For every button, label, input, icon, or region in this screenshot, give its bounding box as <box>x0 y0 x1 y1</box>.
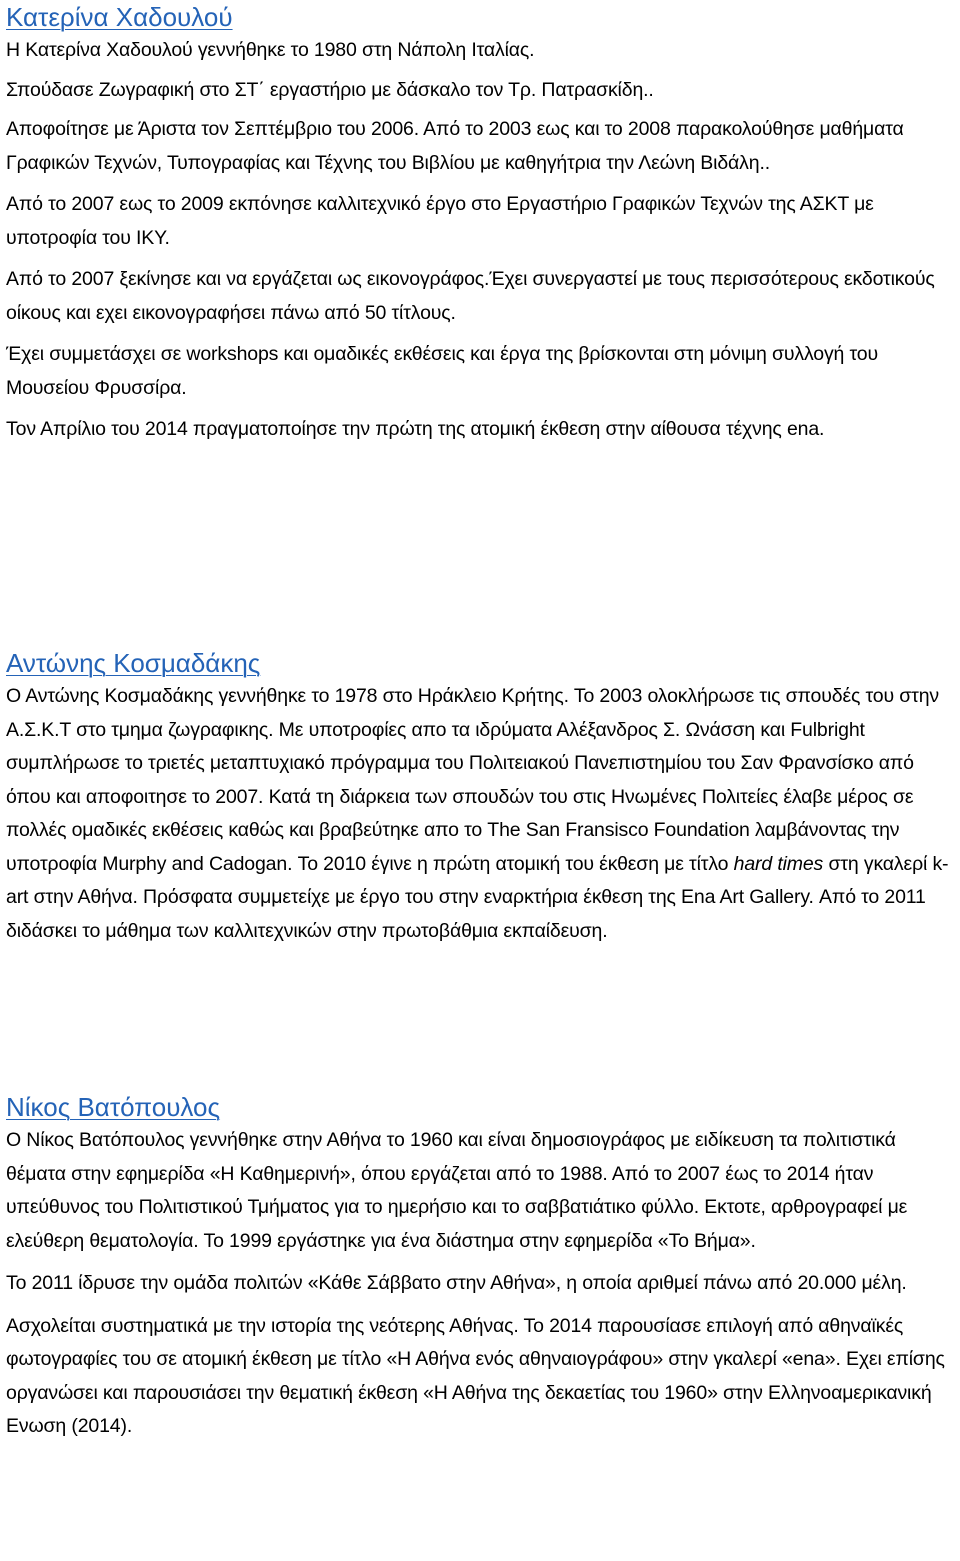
bio-text-part: Ο Αντώνης Κοσμαδάκης γεννήθηκε το 1978 στο Ηράκλειο Κρήτης. Το 2003 ολοκλήρωσε τις σπουδές του στην Α.Σ.Κ.Τ στο τμημα ζωγραφικης. Με υποτροφίες απο τα ιδρύματα Αλέξανδρος Σ. Ωνάσση και Fulbright συμπλήρωσε το τριετές μεταπτυχιακό πρόγραμμα του Πολιτειακού Πανεπιστημίου του Σαν Φρανσίσκο από όπου και αποφοιτησε το 2007. Κατά τη διάρκεια των σπουδών του στις Ηνωμένες Πολιτείες έλαβε μέρος σε πολλές ομαδικές εκθέσεις καθώς και βραβεύτηκε απο το The San Fransisco Foundation λαμβάνοντας την υποτροφία Murphy and Cadogan. Το 2010 έγινε η πρώτη ατομική του έκθεση με τίτλο <box>6 685 940 875</box>
bio-paragraph: Σπούδασε Ζωγραφική στο ΣΤ΄ εργαστήριο με δάσκαλο τον Τρ. Πατρασκίδη.. <box>6 78 654 101</box>
bio-antonis-kosmadakis <box>6 646 956 948</box>
bio-paragraph: Από το 2007 ξεκίνησε και να εργάζεται ως εικονογράφος.Έχει συνεργαστεί με τους περισσότερους εκδοτικούς οίκους και εχει εικονογραφήσει πάνω από 50 τίτλους. <box>6 268 935 324</box>
bio-paragraph: Ο Νίκος Βατόπουλος γεννήθηκε στην Αθήνα το 1960 και είναι δημοσιογράφος με ειδίκευση τα πολιτιστικά θέματα στην εφημερίδα «Η Καθημερινή», όπου εργάζεται από το 1988. Από το 2007 έως το 2014 ήταν υπεύθυνος του Πολιτιστικού Τμήματος για το ημερήσιο και το σαββατιάτικο φύλλο. Εκτοτε, αρθρογραφεί με ελεύθερη θεματολογία. Το 1999 εργάστηκε για ένα διάστημα στην εφημερίδα «Το Βήμα». <box>6 1129 908 1252</box>
bio-paragraph: Το 2011 ίδρυσε την ομάδα πολιτών «Κάθε Σάββατο στην Αθήνα», η οποία αριθμεί πάνω από 20.000 μέλη. <box>6 1272 907 1294</box>
bio-heading-antonis[interactable]: Αντώνης Κοσμαδάκης <box>6 648 261 678</box>
bio-paragraph: Η Κατερίνα Χαδουλού γεννήθηκε το 1980 στη Νάπολη Ιταλίας. <box>6 39 535 61</box>
bio-nikos-vatopoulos <box>6 1090 956 1444</box>
bio-paragraph: Αποφοίτησε με Άριστα τον Σεπτέμβριο του 2006. Από το 2003 εως και το 2008 παρακολούθησε μαθήματα Γραφικών Τεχνών, Τυπογραφίας και Τέχνης του Βιβλίου με καθηγήτρια την Λεώνη Βιδάλη.. <box>6 118 904 174</box>
bio-paragraph: Έχει συμμετάσχει σε workshops και ομαδικές εκθέσεις και έργα της βρίσκονται στη μόνιμη συλλογή του Μουσείου Φρυσσίρα. <box>6 343 878 399</box>
bio-paragraph: Ασχολείται συστηματικά με την ιστορία της νεότερης Αθήνας. Το 2014 παρουσίασε επιλογή από αθηναϊκές φωτογραφίες του σε ατομική έκθεση με τίτλο «Η Αθήνα ενός αθηναιογράφου» στην γκαλερί «ena». Εχει επίσης οργανώσει και παρουσιάσει την θεματική έκθεση «Η Αθήνα της δεκαετίας του 1960» στην Ελληνοαμερικανική Ενωση (2014). <box>6 1314 945 1437</box>
bio-katerina-chadoulou <box>6 0 956 447</box>
bio-heading-katerina[interactable]: Κατερίνα Χαδουλού <box>6 2 233 32</box>
bio-paragraph: Από το 2007 εως το 2009 εκπόνησε καλλιτεχνικό έργο στο Εργαστήριο Γραφικών Τεχνών της ΑΣΚΤ με υποτροφία του ΙΚΥ. <box>6 193 874 249</box>
bio-paragraph <box>6 680 956 948</box>
bio-heading-nikos[interactable]: Νίκος Βατόπουλος <box>6 1092 221 1122</box>
bio-text-part: στη γκαλερί k-art στην Αθήνα. Πρόσφατα συμμετείχε με έργο του στην εναρκτήρια έκθεση της Ena Art Gallery. Από το 2011 διδάσκει το μάθημα των καλλιτεχνικών στην πρωτοβάθμια εκπαίδευση. <box>6 852 949 942</box>
document-page <box>6 0 956 1437</box>
bio-paragraph: Τον Απρίλιο του 2014 πραγματοποίησε την πρώτη της ατομική έκθεση στην αίθουσα τέχνης ena. <box>6 418 825 440</box>
exhibition-title: hard times <box>733 852 824 875</box>
